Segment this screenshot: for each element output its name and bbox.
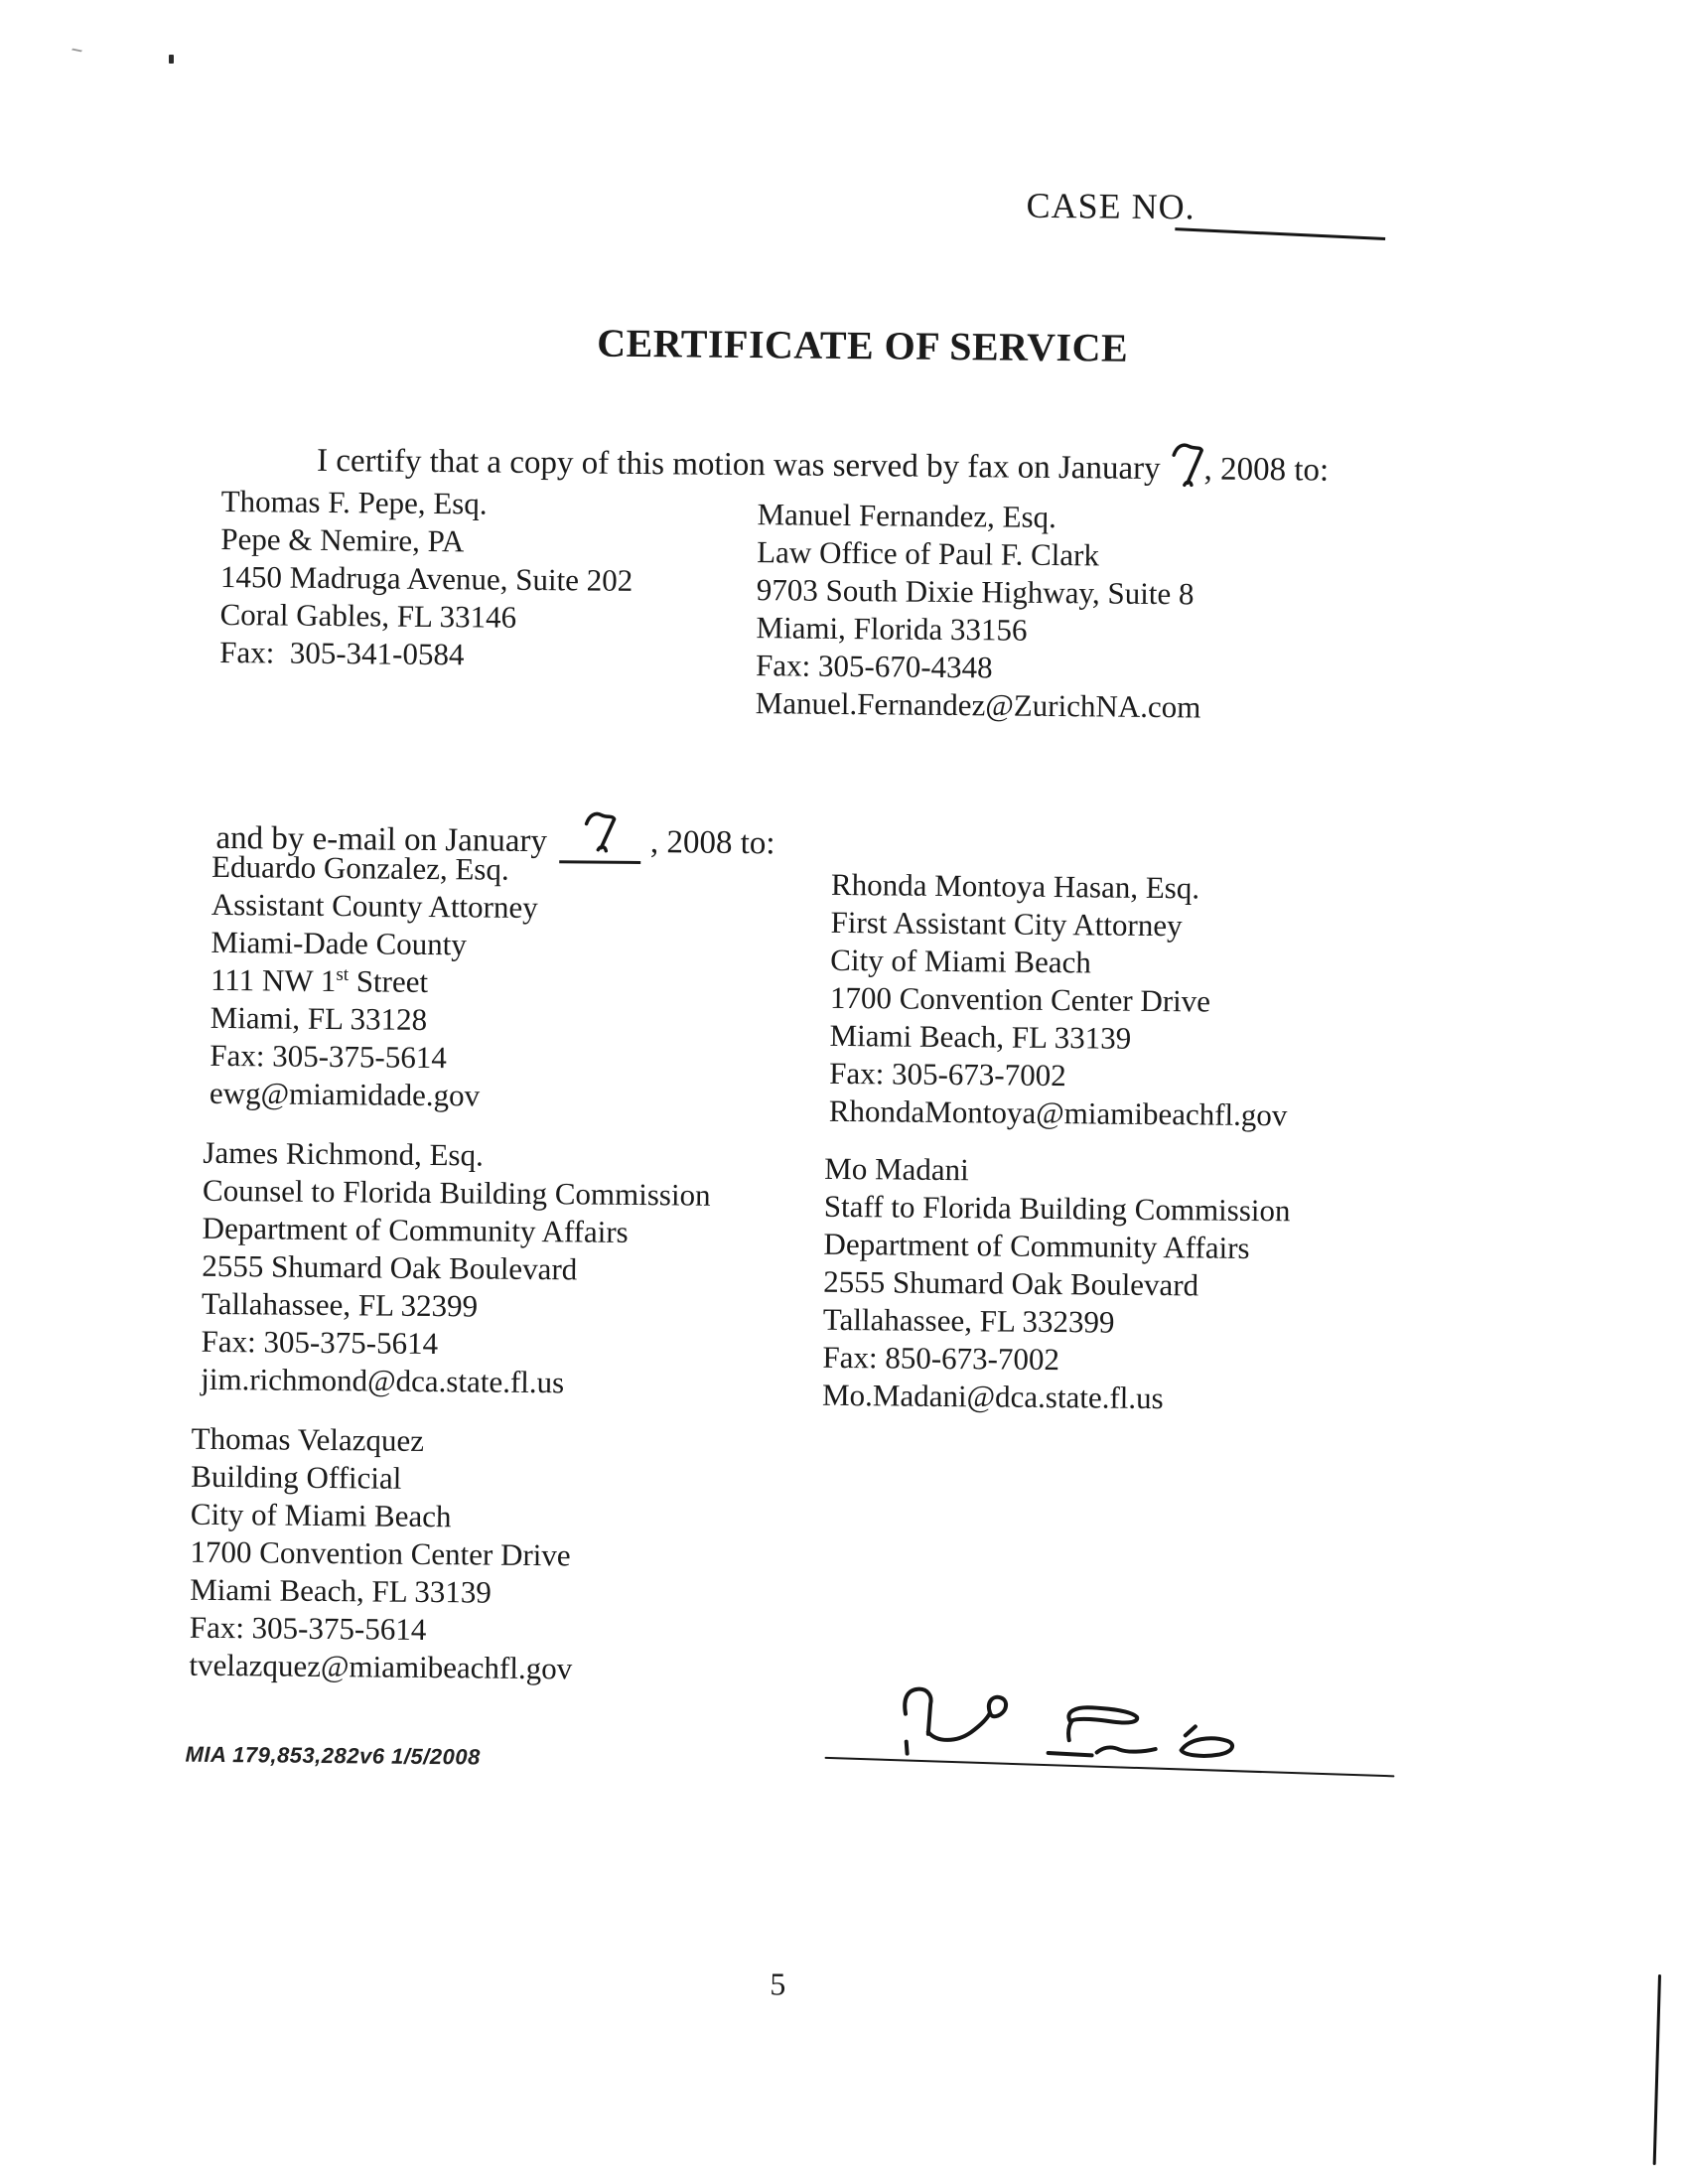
certify-fax-suffix: , 2008 to: [1203, 451, 1330, 489]
signature-ink [815, 1654, 1412, 1789]
scan-speck [169, 55, 174, 64]
address-line: Miami, Florida 33156 [756, 610, 1028, 648]
recipient-block-richmond [201, 1134, 711, 1403]
recipient-role: Assistant County Attorney [211, 886, 538, 926]
address-line: Miami, FL 33128 [210, 999, 428, 1037]
recipient-role: First Assistant City Attorney [830, 904, 1183, 944]
recipient-org: City of Miami Beach [190, 1496, 452, 1534]
fax-line: Fax: 305-670-4348 [755, 648, 993, 685]
handwritten-day-on-blank [559, 805, 641, 864]
email-address: ewg@miamidade.gov [209, 1075, 481, 1113]
fax-line: Fax: 305-375-5614 [201, 1323, 439, 1362]
address-line: 2555 Shumard Oak Boulevard [202, 1247, 578, 1287]
certify-fax-prefix: I certify that a copy of this motion was served by fax on January [316, 442, 1161, 488]
address-line: Pepe & Nemire, PA [220, 520, 465, 559]
address-line: 2555 Shumard Oak Boulevard [823, 1263, 1199, 1303]
address-line: 1700 Convention Center Drive [190, 1533, 571, 1573]
recipient-role: Counsel to Florida Building Commission [202, 1172, 711, 1213]
recipient-block-velazquez [189, 1420, 574, 1688]
address-line: Tallahassee, FL 332399 [822, 1301, 1115, 1340]
fax-line: Fax: 305-673-7002 [829, 1055, 1066, 1093]
handwritten-seven-icon [582, 805, 618, 855]
address-line: Miami Beach, FL 33139 [190, 1571, 492, 1610]
recipient-block-gonzalez [210, 848, 538, 1115]
address-line: Miami Beach, FL 33139 [829, 1017, 1132, 1056]
recipient-block-fernandez [756, 496, 1203, 726]
recipient-name: Mo Madani [824, 1150, 969, 1188]
address-line: Coral Gables, FL 33146 [219, 596, 517, 635]
recipient-block-madani [822, 1150, 1291, 1418]
case-number-blank-line [1175, 227, 1385, 240]
recipient-org: Department of Community Affairs [823, 1226, 1250, 1265]
signature-line [825, 1758, 1393, 1776]
email-address: tvelazquez@miamibeachfl.gov [189, 1647, 573, 1686]
recipient-name: Thomas F. Pepe, Esq. [220, 483, 488, 521]
recipient-block-hasan [829, 866, 1290, 1134]
recipient-name: Manuel Fernandez, Esq. [757, 497, 1057, 535]
certify-email-prefix: and by e-mail on January [215, 819, 548, 860]
handwritten-seven-icon [1170, 439, 1203, 491]
page-number: 5 [770, 1966, 786, 2002]
fax-line: Fax: 305-341-0584 [219, 634, 465, 672]
address-line: Law Office of Paul F. Clark [757, 534, 1100, 573]
email-address: Manuel.Fernandez@ZurichNA.com [755, 685, 1201, 725]
document-id-footer: MIA 179,853,282v6 1/5/2008 [185, 1741, 481, 1770]
fax-line: Fax: 305-375-5614 [189, 1609, 427, 1647]
address-line: 1700 Convention Center Drive [829, 979, 1211, 1019]
address-line: Tallahassee, FL 32399 [201, 1285, 479, 1324]
fax-line: Fax: 305-375-5614 [210, 1037, 448, 1076]
recipient-org: Miami-Dade County [211, 924, 468, 962]
address-line: 111 NW 1st Street [210, 961, 429, 999]
recipient-org: Department of Community Affairs [202, 1210, 629, 1249]
email-address: RhondaMontoya@miamibeachfl.gov [828, 1092, 1288, 1133]
recipient-role: Building Official [191, 1458, 402, 1496]
certify-fax-paragraph [317, 431, 1558, 492]
recipient-org: City of Miami Beach [830, 942, 1092, 980]
email-address: Mo.Madani@dca.state.fl.us [821, 1377, 1164, 1416]
certify-email-suffix: , 2008 to: [649, 824, 775, 862]
fax-line: Fax: 850-673-7002 [822, 1339, 1060, 1378]
page-title: CERTIFICATE OF SERVICE [597, 320, 1129, 370]
ordinal-superscript: st [336, 963, 350, 985]
case-number-label: CASE NO. [1026, 185, 1196, 227]
email-address: jim.richmond@dca.state.fl.us [201, 1361, 565, 1400]
address-line: 9703 South Dixie Highway, Suite 8 [756, 572, 1195, 612]
recipient-block-pepe [219, 483, 633, 675]
recipient-name: Eduardo Gonzalez, Esq. [211, 848, 509, 887]
recipient-name: James Richmond, Esq. [203, 1134, 484, 1173]
recipient-name: Thomas Velazquez [191, 1420, 425, 1458]
recipient-role: Staff to Florida Building Commission [823, 1188, 1291, 1229]
address-line: 1450 Madruga Avenue, Suite 202 [219, 558, 633, 598]
handwritten-day-mark [1160, 439, 1203, 479]
recipient-name: Rhonda Montoya Hasan, Esq. [830, 866, 1200, 906]
